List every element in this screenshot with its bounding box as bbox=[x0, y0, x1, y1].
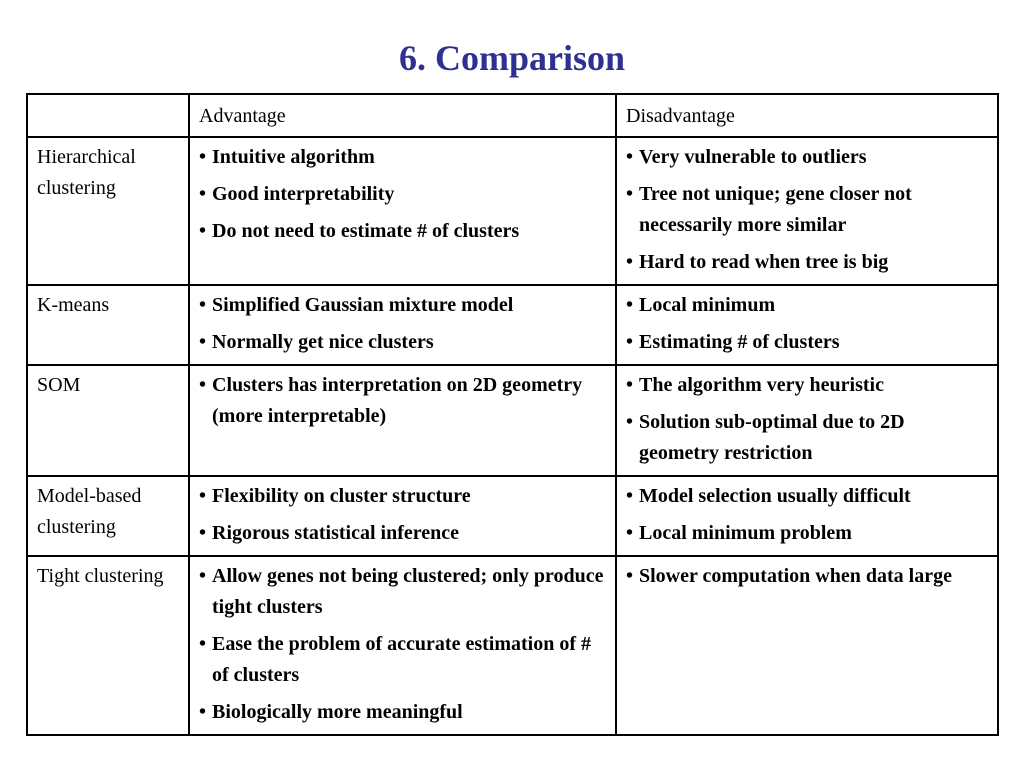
advantage-list bbox=[199, 370, 607, 432]
list-item bbox=[199, 629, 607, 691]
bullet-icon: • bbox=[199, 374, 207, 396]
disadvantage-list bbox=[626, 370, 989, 469]
list-item-text: Good interpretability bbox=[212, 183, 395, 205]
list-item-text: Clusters has interpretation on 2D geometry (more interpretable) bbox=[212, 374, 583, 427]
list-item bbox=[626, 327, 989, 358]
bullet-icon: • bbox=[626, 331, 634, 353]
header-corner-cell bbox=[27, 94, 189, 137]
list-item-text: The algorithm very heuristic bbox=[639, 374, 884, 396]
bullet-icon: • bbox=[626, 485, 634, 507]
advantage-list bbox=[199, 142, 607, 247]
table-row bbox=[27, 137, 998, 285]
disadvantage-cell bbox=[616, 365, 998, 476]
disadvantage-cell bbox=[616, 285, 998, 365]
bullet-icon: • bbox=[199, 565, 207, 587]
list-item bbox=[626, 247, 989, 278]
list-item-text: Solution sub-optimal due to 2D geometry restriction bbox=[639, 411, 905, 464]
list-item bbox=[199, 481, 607, 512]
header-advantage: Advantage bbox=[189, 94, 616, 137]
list-item-text: Estimating # of clusters bbox=[639, 331, 840, 353]
list-item-text: Normally get nice clusters bbox=[212, 331, 434, 353]
list-item-text: Rigorous statistical inference bbox=[212, 522, 460, 544]
disadvantage-cell bbox=[616, 556, 998, 735]
advantage-cell bbox=[189, 137, 616, 285]
list-item-text: Intuitive algorithm bbox=[212, 146, 375, 168]
list-item bbox=[199, 142, 607, 173]
list-item-text: Tree not unique; gene closer not necessarily more similar bbox=[639, 183, 912, 236]
bullet-icon: • bbox=[199, 485, 207, 507]
bullet-icon: • bbox=[199, 331, 207, 353]
bullet-icon: • bbox=[199, 183, 207, 205]
header-row bbox=[27, 94, 998, 137]
list-item-text: Very vulnerable to outliers bbox=[639, 146, 867, 168]
method-name-cell: Tight clustering bbox=[27, 556, 189, 735]
bullet-icon: • bbox=[626, 374, 634, 396]
table-row bbox=[27, 556, 998, 735]
bullet-icon: • bbox=[199, 220, 207, 242]
method-name-cell: K-means bbox=[27, 285, 189, 365]
bullet-icon: • bbox=[199, 522, 207, 544]
bullet-icon: • bbox=[199, 633, 207, 655]
list-item bbox=[626, 518, 989, 549]
list-item bbox=[626, 407, 989, 469]
list-item-text: Allow genes not being clustered; only produce tight clusters bbox=[212, 565, 604, 618]
list-item bbox=[199, 518, 607, 549]
list-item bbox=[626, 142, 989, 173]
method-name-cell: Model-based clustering bbox=[27, 476, 189, 556]
slide-title: 6. Comparison bbox=[398, 38, 626, 78]
list-item bbox=[626, 561, 989, 592]
bullet-icon: • bbox=[626, 183, 634, 205]
list-item bbox=[199, 697, 607, 728]
method-name-cell: SOM bbox=[27, 365, 189, 476]
list-item bbox=[199, 561, 607, 623]
list-item-text: Do not need to estimate # of clusters bbox=[212, 220, 520, 242]
list-item bbox=[199, 327, 607, 358]
advantage-cell bbox=[189, 476, 616, 556]
advantage-list bbox=[199, 290, 607, 358]
list-item bbox=[199, 370, 607, 432]
list-item bbox=[626, 179, 989, 241]
list-item-text: Local minimum bbox=[639, 294, 776, 316]
list-item bbox=[626, 481, 989, 512]
disadvantage-list bbox=[626, 142, 989, 278]
advantage-cell bbox=[189, 285, 616, 365]
list-item-text: Ease the problem of accurate estimation of # of clusters bbox=[212, 633, 592, 686]
table-row bbox=[27, 476, 998, 556]
disadvantage-list bbox=[626, 290, 989, 358]
list-item-text: Biologically more meaningful bbox=[212, 701, 463, 723]
bullet-icon: • bbox=[199, 146, 207, 168]
disadvantage-cell bbox=[616, 476, 998, 556]
list-item bbox=[626, 370, 989, 401]
disadvantage-cell bbox=[616, 137, 998, 285]
list-item-text: Slower computation when data large bbox=[639, 565, 952, 587]
list-item-text: Hard to read when tree is big bbox=[639, 251, 889, 273]
comparison-table bbox=[26, 93, 999, 736]
table-row bbox=[27, 285, 998, 365]
table-row bbox=[27, 365, 998, 476]
bullet-icon: • bbox=[199, 701, 207, 723]
list-item bbox=[199, 216, 607, 247]
header-disadvantage: Disadvantage bbox=[616, 94, 998, 137]
list-item bbox=[199, 290, 607, 321]
advantage-cell bbox=[189, 556, 616, 735]
bullet-icon: • bbox=[626, 251, 634, 273]
list-item bbox=[626, 290, 989, 321]
bullet-icon: • bbox=[199, 294, 207, 316]
advantage-list bbox=[199, 481, 607, 549]
bullet-icon: • bbox=[626, 411, 634, 433]
bullet-icon: • bbox=[626, 146, 634, 168]
list-item-text: Simplified Gaussian mixture model bbox=[212, 294, 514, 316]
list-item-text: Model selection usually difficult bbox=[639, 485, 911, 507]
advantage-list bbox=[199, 561, 607, 728]
bullet-icon: • bbox=[626, 565, 634, 587]
method-name-cell: Hierarchical clustering bbox=[27, 137, 189, 285]
bullet-icon: • bbox=[626, 294, 634, 316]
table-body bbox=[27, 137, 998, 735]
disadvantage-list bbox=[626, 561, 989, 592]
advantage-cell bbox=[189, 365, 616, 476]
list-item bbox=[199, 179, 607, 210]
list-item-text: Flexibility on cluster structure bbox=[212, 485, 471, 507]
disadvantage-list bbox=[626, 481, 989, 549]
bullet-icon: • bbox=[626, 522, 634, 544]
list-item-text: Local minimum problem bbox=[639, 522, 852, 544]
